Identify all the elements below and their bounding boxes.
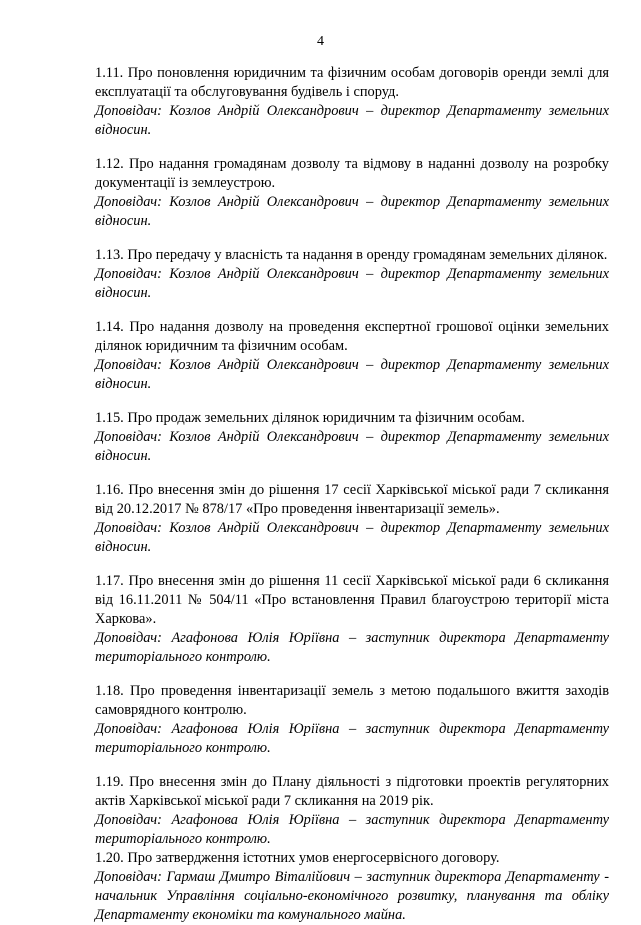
agenda-item-speaker: Доповідач: Агафонова Юлія Юріївна – заступник директора Департаменту територіального контролю.: [95, 812, 609, 847]
agenda-item-title: 1.18. Про проведення інвентаризації земель з метою подальшого вжиття заходів самоврядного контролю.: [95, 683, 609, 718]
agenda-item-title: 1.16. Про внесення змін до рішення 17 сесії Харківської міської ради 7 скликання від 20.12.2017 № 878/17 «Про проведення інвентаризації земель».: [95, 482, 609, 517]
agenda-item-1-17: [95, 572, 609, 667]
agenda-item-1-12: [95, 155, 609, 231]
agenda-item-title: 1.12. Про надання громадянам дозволу та відмову в наданні дозволу на розробку документації із землеустрою.: [95, 156, 609, 191]
agenda-item-speaker: Доповідач: Агафонова Юлія Юріївна – заступник директора Департаменту територіального контролю.: [95, 630, 609, 665]
agenda-item-title: 1.11. Про поновлення юридичним та фізичним особам договорів оренди землі для експлуатації та обслуговування будівель і споруд.: [95, 65, 609, 100]
agenda-item-1-13: [95, 246, 609, 303]
agenda-item-speaker: Доповідач: Козлов Андрій Олександрович – директор Департаменту земельних відносин.: [95, 429, 609, 464]
agenda-item-speaker: Доповідач: Козлов Андрій Олександрович – директор Департаменту земельних відносин.: [95, 266, 609, 301]
agenda-item-speaker: Доповідач: Гармаш Дмитро Віталійович – заступник директора Департаменту - начальник Управління соціально-економічного розвитку, планування та обліку Департаменту економіки та комунального майна.: [95, 869, 609, 923]
agenda-item-1-11: [95, 64, 609, 140]
agenda-item-1-19: [95, 773, 609, 849]
agenda-item-speaker: Доповідач: Козлов Андрій Олександрович – директор Департаменту земельних відносин.: [95, 194, 609, 229]
agenda-item-title: 1.20. Про затвердження істотних умов енергосервісного договору.: [95, 850, 500, 866]
agenda-item-1-14: [95, 318, 609, 394]
agenda-item-1-15: [95, 409, 609, 466]
agenda-item-title: 1.17. Про внесення змін до рішення 11 сесії Харківської міської ради 6 скликання від 16.11.2011 № 504/11 «Про встановлення Правил благоустрою території міста Харкова».: [95, 573, 609, 627]
agenda-list: [95, 64, 609, 925]
agenda-item-speaker: Доповідач: Агафонова Юлія Юріївна – заступник директора Департаменту територіального контролю.: [95, 721, 609, 756]
agenda-item-1-16: [95, 481, 609, 557]
agenda-item-speaker: Доповідач: Козлов Андрій Олександрович – директор Департаменту земельних відносин.: [95, 357, 609, 392]
agenda-item-1-20: [95, 849, 609, 925]
page-number: 4: [317, 34, 324, 49]
agenda-item-title: 1.19. Про внесення змін до Плану діяльності з підготовки проектів регуляторних актів Харківської міської ради 7 скликання на 2019 рік.: [95, 774, 609, 809]
agenda-item-1-18: [95, 682, 609, 758]
agenda-item-speaker: Доповідач: Козлов Андрій Олександрович – директор Департаменту земельних відносин.: [95, 520, 609, 555]
agenda-item-title: 1.13. Про передачу у власність та надання в оренду громадянам земельних ділянок.: [95, 247, 608, 263]
agenda-item-title: 1.15. Про продаж земельних ділянок юридичним та фізичним особам.: [95, 410, 525, 426]
agenda-item-speaker: Доповідач: Козлов Андрій Олександрович – директор Департаменту земельних відносин.: [95, 103, 609, 138]
agenda-item-title: 1.14. Про надання дозволу на проведення експертної грошової оцінки земельних ділянок юридичним та фізичним особам.: [95, 319, 609, 354]
